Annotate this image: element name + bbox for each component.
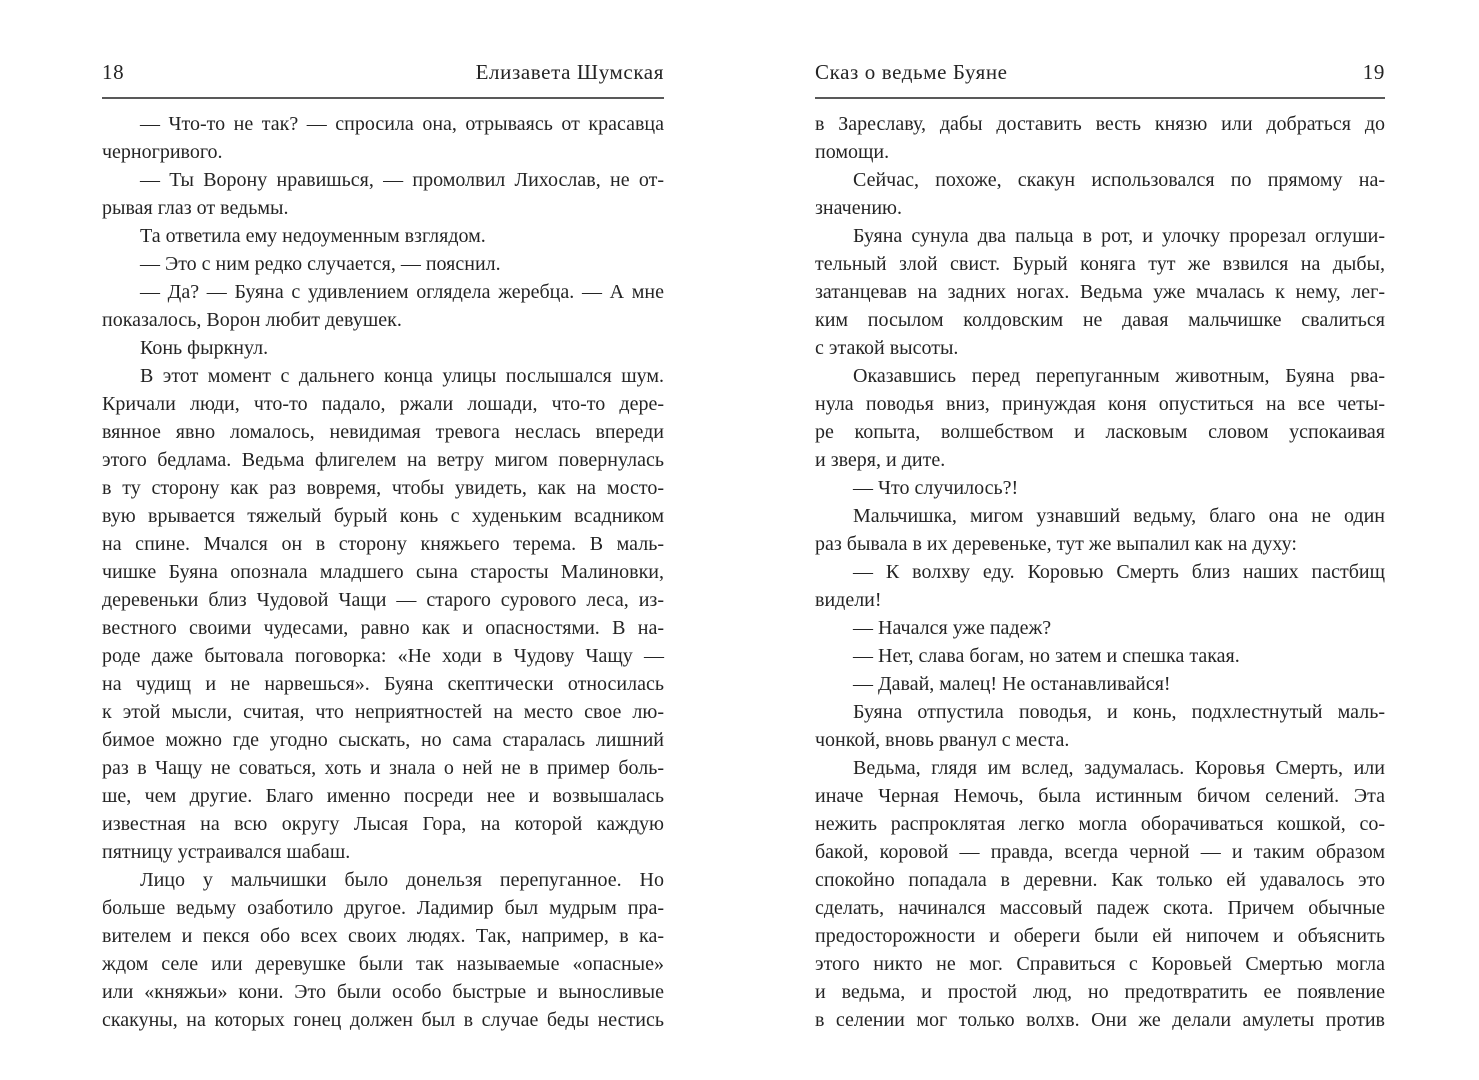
- text-line: раз в Чащу не соваться, хоть и знала о ней не в пример боль-: [102, 757, 664, 779]
- text-line: — Давай, малец! Не останавливайся!: [853, 673, 1171, 695]
- text-line: ким посылом колдовским не давая мальчишке свалиться: [815, 309, 1385, 331]
- running-title-book: Сказ о ведьме Буяне: [815, 60, 1008, 84]
- text-line: роде даже бытовала поговорка: «Не ходи в Чудову Чащу —: [102, 645, 664, 667]
- text-line: Мальчишка, мигом узнавший ведьму, благо она не один: [853, 505, 1385, 527]
- text-line: иначе Черная Немочь, была истинным бичом селений. Эта: [815, 785, 1385, 807]
- text-line: чишке Буяна опознала младшего сына старосты Малиновки,: [102, 561, 664, 583]
- text-line: нежить распроклятая легко могла оборачиваться кошкой, со-: [815, 813, 1385, 835]
- page-body-left: [102, 110, 664, 1034]
- text-line: — Начался уже падеж?: [853, 617, 1052, 639]
- text-line: больше ведьму озаботило другое. Ладимир был мудрым пра-: [102, 897, 664, 919]
- header-rule-left: [102, 97, 664, 99]
- text-line: затанцевав на задних ногах. Ведьма уже мчалась к нему, лег-: [815, 281, 1385, 303]
- page-number-right: 19: [1362, 60, 1385, 84]
- text-line: известная на всю округу Лысая Гора, на которой каждую: [102, 813, 664, 835]
- text-line: Буяна отпустила поводья, и конь, подхлестнутый маль-: [853, 701, 1385, 723]
- running-header-right: [815, 60, 1385, 85]
- text-line: предосторожности и обереги были ей нипочем и объяснить: [815, 925, 1385, 947]
- text-line: этого бедлама. Ведьма флигелем на ветру мигом повернулась: [102, 449, 664, 471]
- text-line: вянное явно ломалось, невидимая тревога неслась впереди: [102, 421, 664, 443]
- text-line: — Ты Ворону нравишься, — промолвил Лихослав, не от-: [140, 169, 664, 191]
- text-line: Кричали люди, что-то падало, ржали лошади, что-то дере-: [102, 393, 664, 415]
- text-line: тельный злой свист. Бурый коняга тут же взвился на дыбы,: [815, 253, 1385, 275]
- page-body-right: [815, 110, 1385, 1034]
- text-line: ждом селе или деревушке были так называемые «опасные»: [102, 953, 664, 975]
- text-line: спокойно попадала в деревни. Как только ей удавалось это: [815, 869, 1385, 891]
- text-line: или «княжьи» кони. Это были особо быстрые и выносливые: [102, 981, 664, 1003]
- text-line: вителем и пекся обо всех своих людях. Так, например, в ка-: [102, 925, 664, 947]
- text-line: помощи.: [815, 141, 890, 163]
- text-line: чонкой, вновь рванул с места.: [815, 729, 1070, 751]
- text-line: вую врывается тяжелый бурый конь с худеньким всадником: [102, 505, 664, 527]
- text-line: Конь фыркнул.: [140, 337, 269, 359]
- text-line: — Это с ним редко случается, — пояснил.: [140, 253, 501, 275]
- header-rule-right: [815, 97, 1385, 99]
- text-line: в селении мог только волхв. Они же делали амулеты против: [815, 1009, 1385, 1031]
- text-line: и зверя, и дите.: [815, 449, 946, 471]
- text-line: скакуны, на которых гонец должен был в случае беды нестись: [102, 1009, 664, 1031]
- text-line: в Зареславу, дабы доставить весть князю или добраться до: [815, 113, 1385, 135]
- text-line: ре копыта, волшебством и ласковым словом успокаивая: [815, 421, 1385, 443]
- text-line: рывая глаз от ведьмы.: [102, 197, 289, 219]
- running-title-author: Елизавета Шумская: [475, 60, 664, 84]
- text-line: и ведьма, и простой люд, но предотвратить ее появление: [815, 981, 1385, 1003]
- text-line: В этот момент с дальнего конца улицы послышался шум.: [140, 365, 664, 387]
- text-line: на чудищ и не нарвешься». Буяна скептически относилась: [102, 673, 664, 695]
- page-18: [102, 0, 664, 1080]
- text-line: с этакой высоты.: [815, 337, 959, 359]
- text-line: Лицо у мальчишки было донельзя перепуганное. Но: [140, 869, 664, 891]
- text-line: этого никто не мог. Справиться с Коровьей Смертью могла: [815, 953, 1385, 975]
- text-line: бакой, коровой — правда, всегда черной — и таким образом: [815, 841, 1385, 863]
- text-line: Та ответила ему недоуменным взглядом.: [140, 225, 486, 247]
- text-line: Оказавшись перед перепуганным животным, Буяна рва-: [853, 365, 1385, 387]
- text-line: — К волхву еду. Коровью Смерть близ наших пастбищ: [853, 561, 1385, 583]
- text-line: показалось, Ворон любит девушек.: [102, 309, 402, 331]
- running-header-left: [102, 60, 664, 85]
- text-line: — Да? — Буяна с удивлением оглядела жеребца. — А мне: [140, 281, 664, 303]
- text-line: в ту сторону как раз вовремя, чтобы увидеть, как на мосто-: [102, 477, 664, 499]
- page-19: [815, 0, 1385, 1080]
- text-line: черногривого.: [102, 141, 223, 163]
- text-line: — Что-то не так? — спросила она, отрываясь от красавца: [140, 113, 664, 135]
- text-line: раз бывала в их деревеньке, тут же выпалил как на духу:: [815, 533, 1297, 555]
- text-line: Сейчас, похоже, скакун использовался по прямому на-: [853, 169, 1385, 191]
- text-line: Ведьма, глядя им вслед, задумалась. Коровья Смерть, или: [853, 757, 1385, 779]
- text-line: ше, чем другие. Благо именно посреди нее и возвышалась: [102, 785, 664, 807]
- page-number-left: 18: [102, 60, 125, 84]
- text-line: Буяна сунула два пальца в рот, и улочку прорезал оглуши-: [853, 225, 1385, 247]
- text-line: — Что случилось?!: [853, 477, 1019, 499]
- text-line: видели!: [815, 589, 882, 611]
- text-line: пятницу устраивался шабаш.: [102, 841, 351, 863]
- text-line: значению.: [815, 197, 902, 219]
- text-line: нула поводья вниз, принуждая коня опуститься на все четы-: [815, 393, 1385, 415]
- text-line: к этой мысли, считая, что неприятностей на место свое лю-: [102, 701, 664, 723]
- text-line: деревеньки близ Чудовой Чащи — старого сурового леса, из-: [102, 589, 664, 611]
- text-line: — Нет, слава богам, но затем и спешка такая.: [853, 645, 1240, 667]
- text-line: сделать, начинался массовый падеж скота. Причем обычные: [815, 897, 1385, 919]
- text-line: на спине. Мчался он в сторону княжьего терема. В маль-: [102, 533, 664, 555]
- text-line: вестного своими чудесами, равно как и опасностями. В на-: [102, 617, 664, 639]
- text-line: бимое можно где угодно сыскать, но сама старалась лишний: [102, 729, 664, 751]
